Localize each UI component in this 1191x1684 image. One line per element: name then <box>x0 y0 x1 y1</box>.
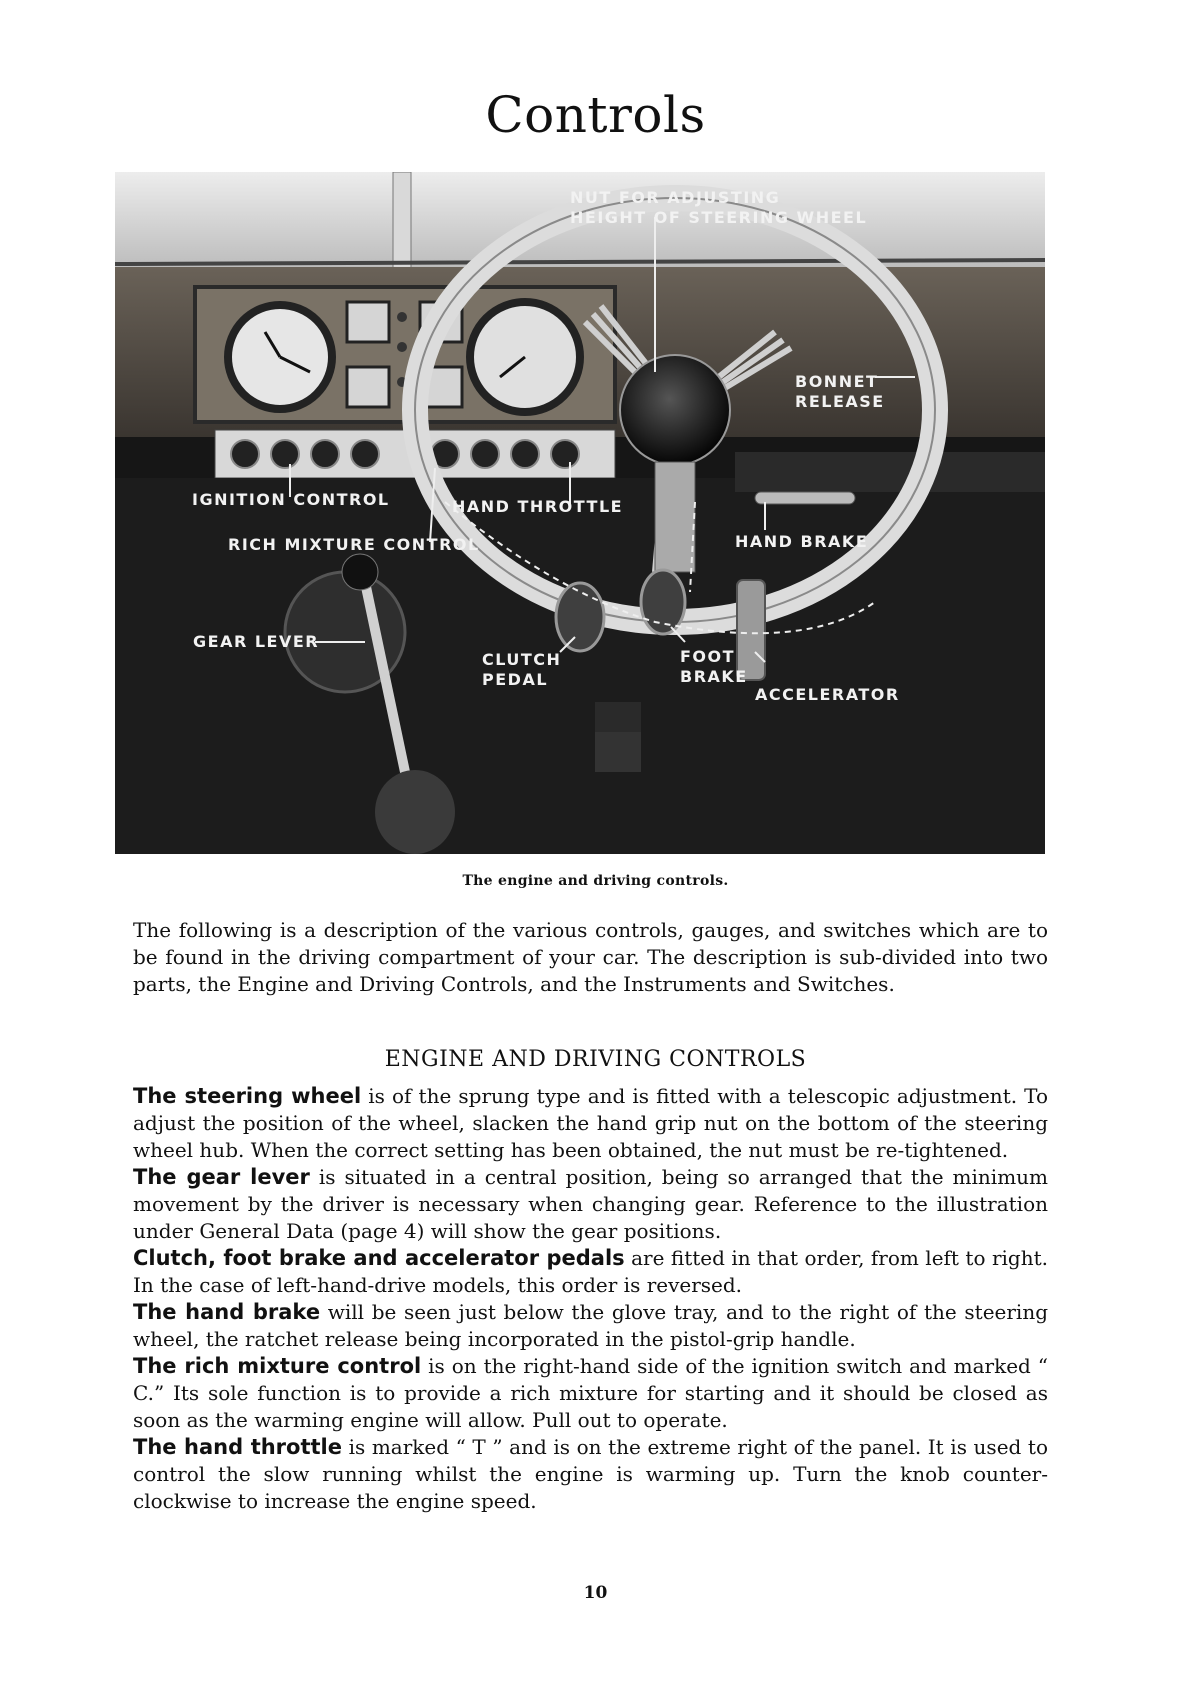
callout-foot-brake <box>680 647 748 687</box>
section-heading: ENGINE AND DRIVING CONTROLS <box>384 1047 807 1072</box>
section-body <box>133 1083 1048 1515</box>
paragraph-text: is on the right-hand side of the ignition switch and marked “ C.” Its sole function is to provide a rich mixture for starting and it should be closed as soon as the warming engine will allow. Pull out to operate. <box>133 1354 1048 1432</box>
paragraph-steering-wheel <box>133 1083 1048 1164</box>
page-title: Controls <box>485 86 706 144</box>
dashboard-photo <box>115 172 1045 854</box>
paragraph-lead: The steering wheel <box>133 1084 362 1108</box>
callout-line: HEIGHT OF STEERING WHEEL <box>570 208 868 227</box>
callout-accelerator: ACCELERATOR <box>755 685 900 704</box>
callout-clutch-pedal <box>482 650 561 690</box>
paragraph-text: is situated in a central position, being so arranged that the minimum movement by the driver is necessary when changing gear. Reference to the illustration under General Data (page 4) will show the gear positions. <box>133 1165 1049 1243</box>
callout-line: BRAKE <box>680 667 748 686</box>
paragraph-text: is of the sprung type and is fitted with a telescopic adjustment. To adjust the position of the wheel, slacken the hand grip nut on the bottom of the steering wheel hub. When the correct setting has been obtained, the nut must be re-tightened. <box>133 1084 1048 1162</box>
callout-rich-mixture: RICH MIXTURE CONTROL <box>228 535 480 554</box>
paragraph-gear-lever <box>133 1164 1048 1245</box>
callout-ignition-control: IGNITION CONTROL <box>192 490 390 509</box>
paragraph-hand-throttle <box>133 1434 1048 1515</box>
page-number: 10 <box>583 1583 608 1603</box>
callout-line: RELEASE <box>795 392 885 411</box>
callout-hand-throttle: HAND THROTTLE <box>452 497 624 516</box>
paragraph-text: will be seen just below the glove tray, and to the right of the steering wheel, the ratchet release being incorporated in the pistol-grip handle. <box>133 1300 1049 1351</box>
callout-line: CLUTCH <box>482 650 562 669</box>
callout-nut-adjusting <box>570 188 867 228</box>
paragraph-rich-mixture <box>133 1353 1048 1434</box>
paragraph-lead: The rich mixture control <box>133 1354 422 1378</box>
paragraph-hand-brake <box>133 1299 1048 1353</box>
paragraph-pedals <box>133 1245 1048 1299</box>
callout-bonnet-release <box>795 372 885 412</box>
figure-caption: The engine and driving controls. <box>462 873 729 889</box>
callout-gear-lever: GEAR LEVER <box>193 632 320 651</box>
callout-line: BONNET <box>795 372 879 391</box>
callout-hand-brake: HAND BRAKE <box>735 532 869 551</box>
callout-line: FOOT <box>680 647 736 666</box>
paragraph-text: are fitted in that order, from left to right. In the case of left-hand-drive models, this order is reversed. <box>133 1246 1048 1297</box>
paragraph-lead: The hand throttle <box>133 1435 342 1459</box>
paragraph-lead: The hand brake <box>133 1300 321 1324</box>
callout-line: NUT FOR ADJUSTING <box>570 188 781 207</box>
callout-line: PEDAL <box>482 670 549 689</box>
intro-paragraph: The following is a description of the various controls, gauges, and switches which are to be found in the driving compartment of your car. The description is sub-divided into two parts, the Engine and Driving Controls, and the Instruments and Switches. <box>133 918 1048 996</box>
paragraph-lead: The gear lever <box>133 1165 310 1189</box>
paragraph-text: is marked “ T ” and is on the extreme right of the panel. It is used to control the slow running whilst the engine is warming up. Turn the knob counter-clockwise to increase the engine speed. <box>133 1435 1048 1513</box>
paragraph-lead: Clutch, foot brake and accelerator pedals <box>133 1246 625 1270</box>
